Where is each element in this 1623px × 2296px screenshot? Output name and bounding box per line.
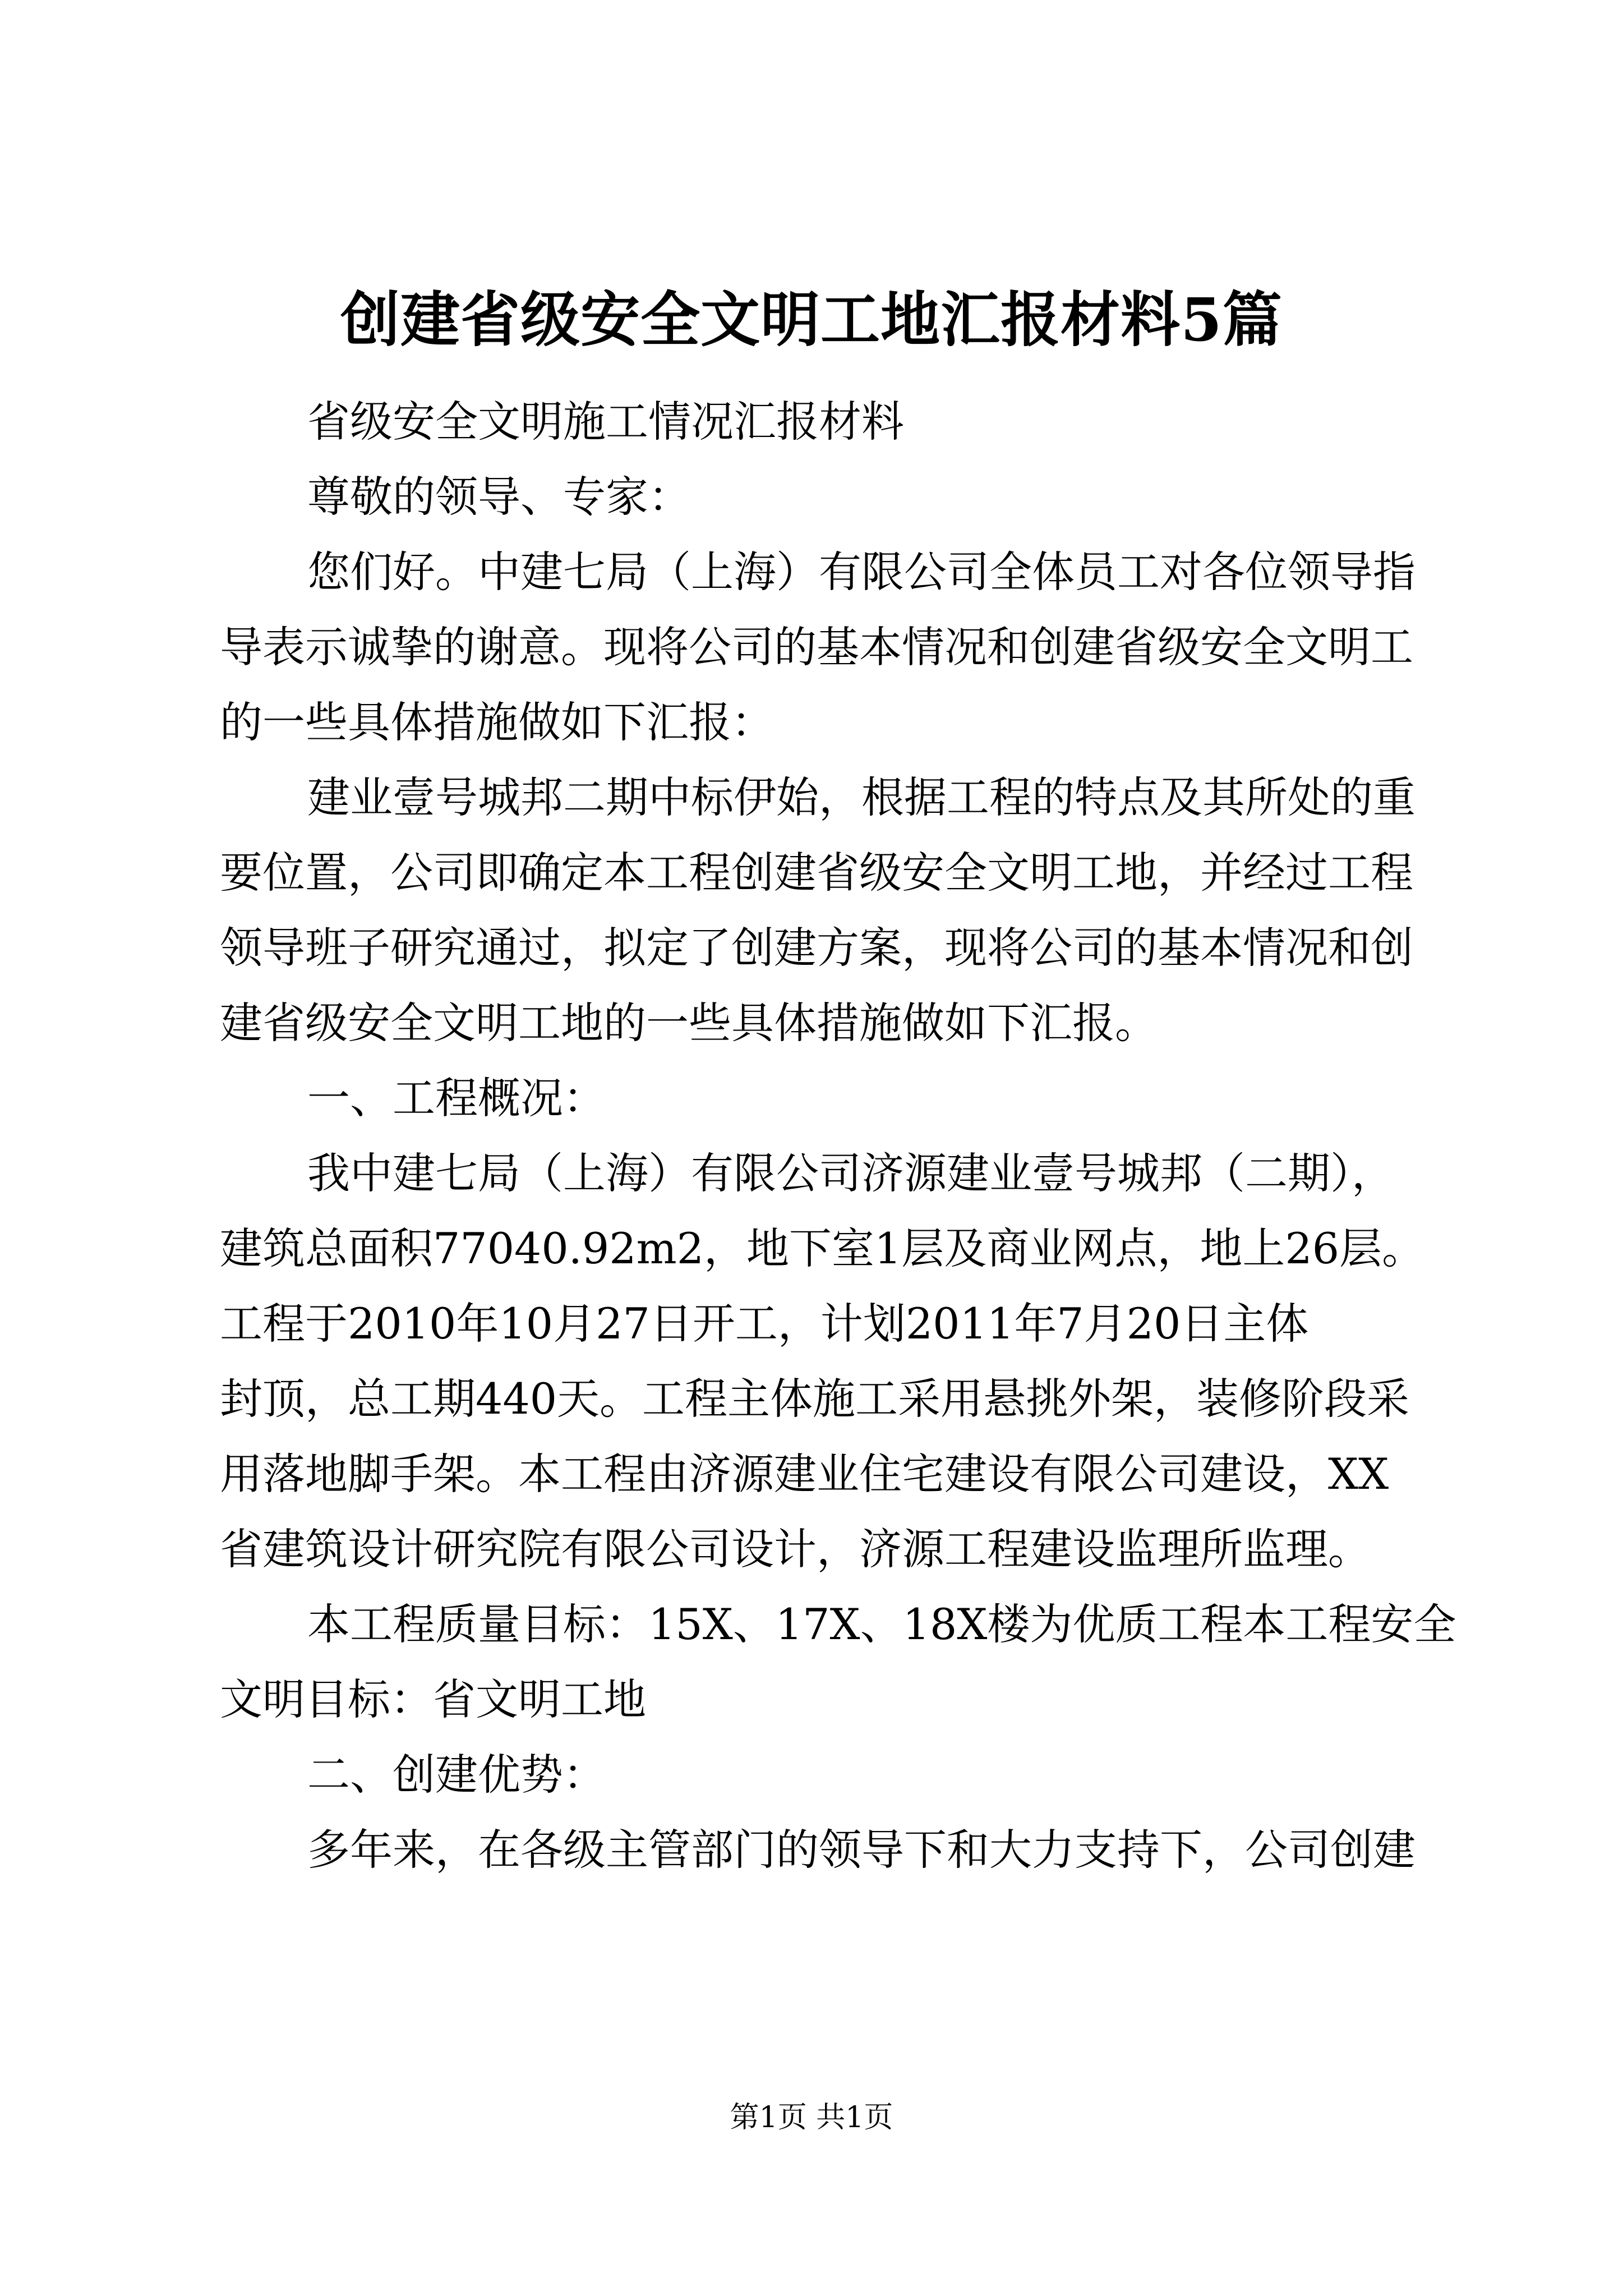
- paragraph-line: 的一些具体措施做如下汇报：: [220, 697, 774, 747]
- paragraph-line: 导表示诚挚的谢意。现将公司的基本情况和创建省级安全文明工: [220, 622, 1413, 672]
- paragraph-line: 工程于2010年10月27日开工，计划2011年7月20日主体: [220, 1299, 1309, 1349]
- paragraph-line: 多年来，在各级主管部门的领导下和大力支持下，公司创建: [307, 1825, 1415, 1875]
- paragraph-line: 用落地脚手架。本工程由济源建业住宅建设有限公司建设，XX: [220, 1449, 1389, 1499]
- section-heading: 一、工程概况：: [307, 1073, 606, 1123]
- paragraph-line: 本工程质量目标：15X、17X、18X楼为优质工程本工程安全: [307, 1599, 1456, 1649]
- paragraph-line: 文明目标：省文明工地: [220, 1674, 646, 1724]
- paragraph-line: 建业壹号城邦二期中标伊始，根据工程的特点及其所处的重: [307, 772, 1415, 822]
- paragraph-line: 建筑总面积77040.92m2，地下室1层及商业网点，地上26层。: [220, 1223, 1425, 1273]
- paragraph-line: 省级安全文明施工情况汇报材料: [307, 397, 904, 447]
- section-heading: 二、创建优势：: [307, 1750, 606, 1800]
- paragraph-line: 建省级安全文明工地的一些具体措施做如下汇报。: [220, 998, 1158, 1048]
- paragraph-line: 封顶，总工期440天。工程主体施工采用悬挑外架，装修阶段采: [220, 1374, 1410, 1424]
- paragraph-line: 尊敬的领导、专家：: [307, 472, 691, 522]
- page-footer: 第1页 共1页: [730, 2101, 893, 2134]
- paragraph-line: 要位置，公司即确定本工程创建省级安全文明工地，并经过工程: [220, 848, 1413, 898]
- paragraph-line: 我中建七局（上海）有限公司济源建业壹号城邦（二期），: [307, 1148, 1394, 1198]
- paragraph-line: 您们好。中建七局（上海）有限公司全体员工对各位领导指: [307, 547, 1415, 597]
- document-title: 创建省级安全文明工地汇报材料5篇: [340, 284, 1283, 355]
- paragraph-line: 领导班子研究通过，拟定了创建方案，现将公司的基本情况和创: [220, 923, 1413, 973]
- paragraph-line: 省建筑设计研究院有限公司设计，济源工程建设监理所监理。: [220, 1524, 1371, 1574]
